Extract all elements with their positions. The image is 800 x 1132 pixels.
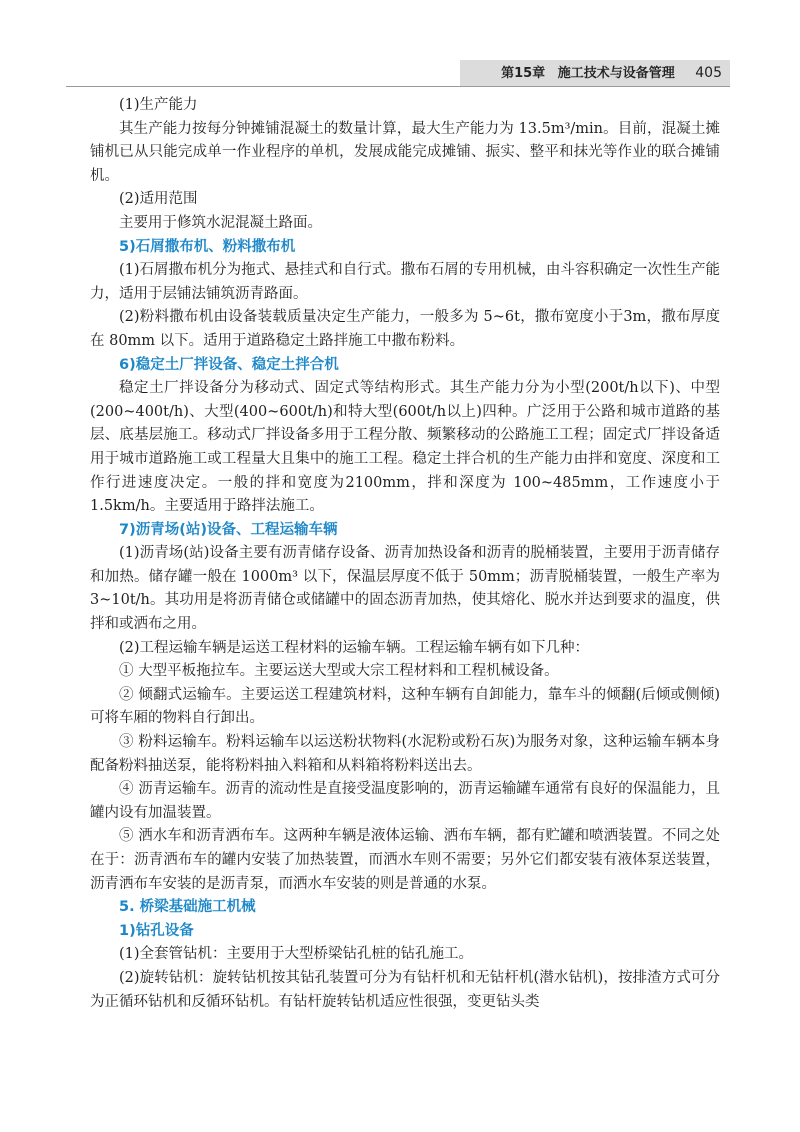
paragraph: (2)适用范围 [119, 191, 198, 208]
list-item: ② 倾翻式运输车。主要运送工程建筑材料，这种车辆有自卸能力，靠车斗的倾翻(后倾或侧倾)可将车厢的物料自行卸出。 [90, 686, 720, 727]
list-item: ⑤ 洒水车和沥青洒布车。这两种车辆是液体运输、洒布车辆，都有贮罐和喷洒装置。不同之处在于：沥青洒布车的罐内安装了加热装置，而洒水车则不需要；另外它们都安装有液体泵送装置，沥青洒布车安装的是沥青泵，而洒水车安装的则是普通的水泵。 [90, 828, 720, 892]
paragraph: (1)全套管钻机：主要用于大型桥梁钻孔桩的钻孔施工。 [119, 946, 474, 963]
paragraph: 主要用于修筑水泥混凝土路面。 [119, 214, 322, 231]
list-item: ③ 粉料运输车。粉料运输车以运送粉状物料(水泥粉或粉石灰)为服务对象，这种运输车辆本身配备粉料抽送泵，能将粉料抽入料箱和从料箱将粉料送出去。 [90, 734, 720, 774]
paragraph: (1)沥青场(站)设备主要有沥青储存设备、沥青加热设备和沥青的脱桶装置，主要用于沥青储存和加热。储存罐一般在 1000m³ 以下，保温层厚度不低于 50mm；沥青脱桶装置，一般生产率为 3~10t/h。其功用是将沥青储仓或储罐中的固态沥青加热，使其熔化、脱水并达到要求的温度，供拌和或洒布之用。 [90, 545, 720, 633]
paragraph: 稳定土厂拌设备分为移动式、固定式等结构形式。其生产能力分为小型(200t/h以下)、中型(200~400t/h)、大型(400~600t/h)和特大型(600t/h以上)四种。广泛用于公路和城市道路的基层、底基层施工。移动式厂拌设备多用于工程分散、频繁移动的公路施工工程；固定式厂拌设备适用于城市道路施工或工程量大且集中的施工工程。稳定土拌合机的生产能力由拌和宽度、深度和工作行进速度决定。一般的拌和宽度为2100mm，拌和深度为 100~485mm，工作速度小于 1.5km/h。主要适用于路拌法施工。 [90, 380, 720, 515]
running-header [0, 62, 722, 81]
header-rule [66, 86, 730, 87]
chapter-label: 第15章 [501, 66, 546, 81]
paragraph: (2)粉料撒布机由设备装载质量决定生产能力，一般多为 5~6t，撒布宽度小于3m，撒布厚度在 80mm 以下。适用于道路稳定土路拌施工中撒布粉料。 [90, 309, 720, 349]
paragraph: (1)石屑撒布机分为拖式、悬挂式和自行式。撒布石屑的专用机械，由斗容积确定一次性生产能力，适用于层铺法铺筑沥青路面。 [90, 262, 720, 302]
section-heading: 7)沥青场(站)设备、工程运输车辆 [119, 521, 338, 538]
paragraph: (1)生产能力 [119, 97, 198, 113]
paragraph: 其生产能力按每分钟摊铺混凝土的数量计算，最大生产能力为 13.5m³/min。目前，混凝土摊铺机已从只能完成单一作业程序的单机，发展成能完成摊铺、振实、整平和抹光等作业的联合摊铺机。 [90, 120, 720, 184]
list-item: ① 大型平板拖拉车。主要运送大型或大宗工程材料和工程机械设备。 [119, 663, 559, 680]
section-heading: 6)稳定土厂拌设备、稳定土拌合机 [119, 356, 339, 373]
chapter-title: 施工技术与设备管理 [557, 66, 675, 81]
paragraph: (2)工程运输车辆是运送工程材料的运输车辆。工程运输车辆有如下几种： [119, 639, 590, 656]
section-heading: 5)石屑撒布机、粉料撒布机 [119, 238, 296, 255]
page-number: 405 [695, 65, 722, 81]
page-body [90, 94, 720, 1014]
list-item: ④ 沥青运输车。沥青的流动性是直接受温度影响的，沥青运输罐车通常有良好的保温能力，且罐内设有加温装置。 [90, 781, 720, 821]
section-heading: 1)钻孔设备 [119, 922, 194, 939]
paragraph: (2)旋转钻机：旋转钻机按其钻孔装置可分为有钻杆机和无钻杆机(潜水钻机)，按排渣方式可分为正循环钻机和反循环钻机。有钻杆旋转钻机适应性很强，变更钻头类 [90, 969, 720, 1010]
chapter-section-heading: 5. 桥梁基础施工机械 [119, 899, 256, 916]
